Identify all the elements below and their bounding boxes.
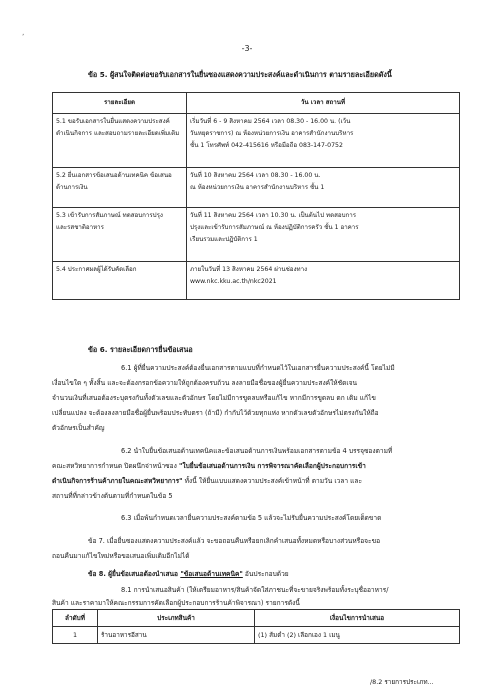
schedule-detail-cell xyxy=(53,114,187,168)
table-row xyxy=(53,208,460,262)
p63-line: 6.3 เมื่อพ้นกำหนดเวลายื่นความประสงค์ตามข้อ 5 แล้วจะไม่รับยื่นความประสงค์โดยเด็ดขาด xyxy=(121,514,382,522)
table-row xyxy=(53,627,460,644)
category-condition-cell: (1) ส้มตำ (2) เลือกเอง 1 เมนู xyxy=(255,627,460,644)
section-7-line-1: ข้อ 7. เมื่อยื่นซองแสดงความประสงค์แล้ว จะขอถอนคืนหรือยกเลิกคำเสนอทั้งหมดหรือบางส่วนหรือจะขอ xyxy=(88,537,381,545)
p61-line-2: เงื่อนไขใด ๆ ทั้งสิ้น และจะต้องกรอกข้อความให้ถูกต้องครบถ้วน ลงลายมือชื่อของผู้ยื่นความประสงค์ให้ชัดเจน xyxy=(52,379,358,387)
p62-envelope-title-cont: ดำเนินกิจการร้านค้าภายในคณะสหวิทยาการ" xyxy=(52,477,183,485)
section-8-technical-proposal: "ข้อเสนอด้านเทคนิค" xyxy=(180,570,243,578)
category-header-condition: เงื่อนไขการนำเสนอ xyxy=(255,610,460,627)
p61-line-4: เปลี่ยนแปลง จะต้องลงลายมือชื่อผู้ยื่นพร้อมประทับตรา (ถ้ามี) กำกับไว้ด้วยทุกแห่ง หากตัวเลขตัวอักษรไม่ตรงกันให้ถือ xyxy=(52,409,379,417)
section-6-heading: ข้อ 6. รายละเอียดการยื่นข้อเสนอ xyxy=(88,345,193,354)
p62-line-2-text: คณะสหวิทยาการกำหนด ปิดผนึกจ่าหน้าซอง xyxy=(52,462,179,470)
p81-line-2: สินค้า และราคามาให้คณะกรรมการคัดเลือกผู้ประกอบการร้านค้าพิจารณา) รายการดังนี้ xyxy=(52,599,300,607)
cell-line: และรสชาติอาหาร xyxy=(56,224,104,231)
cell-line: เรียนรวมและปฏิบัติการ 1 xyxy=(190,236,258,243)
schedule-when-cell xyxy=(187,114,460,168)
category-header-no: ลำดับที่ xyxy=(53,610,98,627)
p62-line-2 xyxy=(52,459,366,474)
cell-line: 5.4 ประกาศผลผู้ได้รับคัดเลือก xyxy=(56,266,137,273)
cell-line: 5.2 ยื่นเอกสารข้อเสนอด้านเทคนิค ข้อเสนอ xyxy=(56,172,172,179)
schedule-detail-cell xyxy=(53,168,187,208)
schedule-header-when: วัน เวลา สถานที่ xyxy=(187,93,460,114)
page-number: -3- xyxy=(241,44,253,53)
continuation-footer: /8.2 รายการประเภท... xyxy=(370,678,434,686)
p81-line-1: 8.1 การนำเสนอสินค้า (ให้เตรียมอาหาร/สินค้าจัดใส่ภาชนะที่จะขายจริงพร้อมทั้งระบุชื่ออาหาร/ xyxy=(121,586,389,594)
schedule-detail-cell xyxy=(53,262,187,300)
schedule-table xyxy=(52,92,460,300)
category-header-row xyxy=(53,610,460,627)
cell-line: ดำเนินกิจการ และสอบถามรายละเอียดเพิ่มเติม xyxy=(56,130,180,137)
cell-line: ด้านการเงิน xyxy=(56,184,88,191)
p62-line-3-text: ทั้งนี้ ให้ยื่นแบบแสดงความประสงค์เข้าหน้าที่ ตามวัน เวลา และ xyxy=(182,477,362,485)
p62-line-1: 6.2 นำใบยื่นข้อเสนอด้านเทคนิคและข้อเสนอด้านการเงินพร้อมเอกสารตามข้อ 4 บรรจุซองตามที่ xyxy=(121,447,393,455)
p61-line-3: จำนวนเงินที่เสนอต้องระบุตรงกันทั้งตัวเลขและตัวอักษร โดยไม่มีการขูดลบหรือแก้ไข หากมีการขูดลบ ตก เติม แก้ไข xyxy=(52,394,376,402)
table-row xyxy=(53,114,460,168)
cell-line: ภายในวันที่ 13 สิงหาคม 2564 ผ่านช่องทาง xyxy=(190,266,308,273)
p62-line-3 xyxy=(52,474,362,489)
schedule-header-row xyxy=(53,93,460,114)
cell-line: เริ่มวันที่ 6 - 9 สิงหาคม 2564 เวลา 08.30 - 16.00 น. (เว้น xyxy=(190,118,351,125)
cell-line: www.nkc.kku.ac.th/nkc2021 xyxy=(190,278,277,285)
schedule-header-detail: รายละเอียด xyxy=(53,93,187,114)
cell-line: ปรุงและเข้ารับการสัมภาษณ์ ณ ห้องปฏิบัติการครัว ชั้น 1 อาคาร xyxy=(190,224,359,231)
category-header-type: ประเภทสินค้า xyxy=(98,610,255,627)
p61-line-1: 6.1 ผู้ที่ยื่นความประสงค์ต้องยื่นเอกสารตามแบบที่กำหนดไว้ในเอกสารยื่นความประสงค์นี้ โดยไม่มี xyxy=(121,364,395,372)
table-row xyxy=(53,262,460,300)
section-8-text-end: อันประกอบด้วย xyxy=(242,570,289,578)
cell-line: ณ ห้องหน่วยการเงิน อาคารสำนักงานบริหาร ชั้น 1 xyxy=(190,184,325,191)
p62-envelope-title: "ใบยื่นข้อเสนอด้านการเงิน การพิจารณาคัดเลือกผู้ประกอบการเข้า xyxy=(178,462,366,470)
section-8-heading xyxy=(88,567,289,582)
schedule-when-cell xyxy=(187,208,460,262)
section-8-text: ข้อ 8. ผู้ยื่นข้อเสนอต้องนำเสนอ xyxy=(88,570,181,578)
category-table xyxy=(52,609,460,644)
category-no-cell: 1 xyxy=(53,627,98,644)
section-7-line-2: ถอนคืนมาแก้ไขใหม่หรือขอเสนอเพิ่มเติมอีกไม่ได้ xyxy=(52,552,190,560)
margin-mark: ʼ xyxy=(22,33,25,41)
schedule-detail-cell xyxy=(53,208,187,262)
cell-line: วันที่ 11 สิงหาคม 2564 เวลา 10.30 น. เป็นต้นไป ทดสอบการ xyxy=(190,212,357,219)
cell-line: 5.1 ขอรับเอกสารในยื่นแสดงความประสงค์ xyxy=(56,118,170,125)
category-type-cell: ร้านอาหารอีสาน xyxy=(98,627,255,644)
cell-line: 5.3 เข้ารับการสัมภาษณ์ ทดสอบการปรุง xyxy=(56,212,163,219)
section-5-heading: ข้อ 5. ผู้สนใจติดต่อขอรับเอกสารในยื่นซองแสดงความประสงค์และดำเนินการ ตามรายละเอียดดังนี้ xyxy=(88,70,392,79)
table-row xyxy=(53,168,460,208)
cell-line: วันที่ 10 สิงหาคม 2564 เวลา 08.30 - 16.00 น. xyxy=(190,172,321,179)
schedule-when-cell xyxy=(187,262,460,300)
cell-line: วันหยุดราชการ) ณ ห้องหน่วยการเงิน อาคารสำนักงานบริหาร xyxy=(190,130,354,137)
p61-line-5: ตัวอักษรเป็นสำคัญ xyxy=(52,424,105,432)
p62-line-4: สถานที่ที่กล่าวข้างต้นตามที่กำหนดในข้อ 5 xyxy=(52,492,173,500)
schedule-when-cell xyxy=(187,168,460,208)
cell-line: ชั้น 1 โทรศัพท์ 042-415616 หรือมือถือ 083-147-0752 xyxy=(190,142,343,149)
